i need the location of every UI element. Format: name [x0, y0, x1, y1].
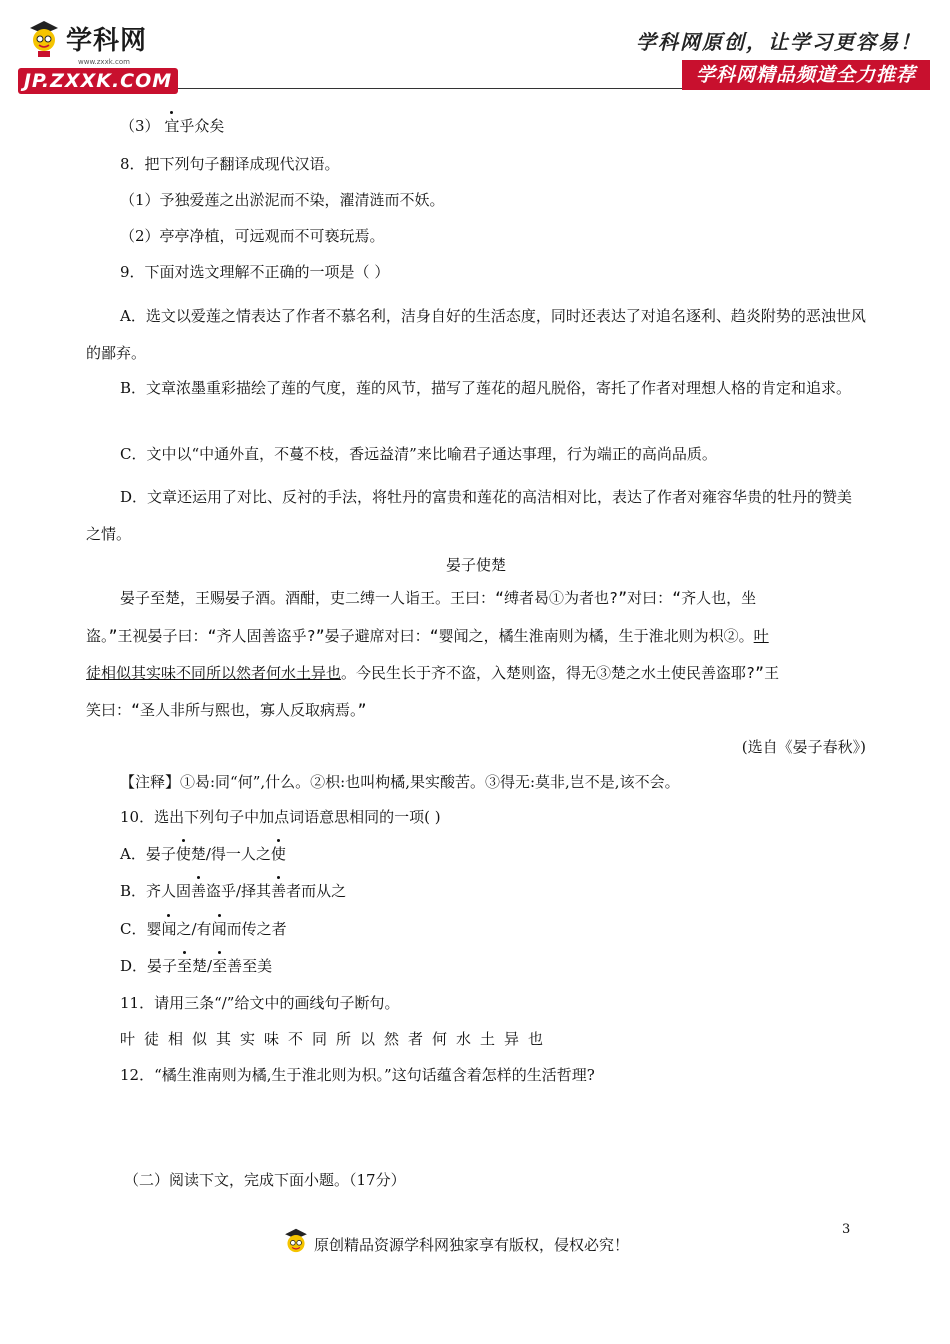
question-10-option-d: D．晏子至楚/至善至美 [120, 957, 273, 975]
section-2-heading: （二）阅读下文，完成下面小题。（17分） [124, 1171, 406, 1189]
dotted-char: 善 [271, 882, 287, 900]
mascot-icon [282, 1224, 310, 1260]
passage-line-4: 笑曰：“圣人非所与熙也，寡人反取病焉。” [86, 701, 367, 719]
passage-source: (选自《晏子春秋》) [741, 738, 866, 756]
question-7-3 [120, 116, 900, 136]
question-8: 8．把下列句子翻译成现代汉语。 [120, 155, 340, 173]
dotted-char: 至 [177, 957, 193, 975]
dotted-char: 使 [270, 845, 286, 863]
question-11-text: 叶徒相似其实味不同所以然者何水土异也 [120, 1030, 553, 1048]
question-10-option-c: C．婴闻之/有闻而传之者 [120, 920, 287, 938]
question-10-option-a: A．晏子使楚/得一人之使 [120, 845, 286, 863]
question-12: 12．“橘生淮南则为橘,生于淮北则为枳。”这句话蕴含着怎样的生活哲理? [120, 1066, 595, 1084]
passage-notes: 【注释】①曷:同“何”,什么。②枳:也叫枸橘,果实酸苦。③得无:莫非,岂不是,该不会。 [120, 773, 680, 791]
question-10-option-b: B．齐人固善盗乎/择其善者而从之 [120, 882, 347, 900]
passage-line-2 [86, 626, 866, 646]
passage-text: 。今民生长于齐不盗，入楚则盗，得无③楚之水土使民善盗耶?”王 [341, 664, 780, 682]
mascot-icon [26, 18, 62, 58]
header-banner[interactable]: 学科网精品频道全力推荐 [682, 60, 930, 90]
underlined-sentence-start: 叶 [753, 627, 769, 645]
question-9: 9．下面对选文理解不正确的一项是（ ） [120, 263, 390, 281]
zxxk-logo[interactable] [18, 14, 183, 96]
question-9-option-b: B．文章浓墨重彩描绘了莲的气度，莲的风节，描写了莲花的超凡脱俗，寄托了作者对理想人格的肯定和追求。 [120, 379, 852, 397]
passage-line-3 [86, 663, 866, 683]
logo-sub-url: www.zxxk.com [78, 58, 130, 66]
question-9-option-d: D．文章还运用了对比、反衬的手法，将牡丹的富贵和莲花的高洁相对比，表达了作者对雍容华贵的牡丹的赞美之情。 [86, 488, 853, 543]
dotted-char: 闻 [161, 920, 177, 938]
underlined-sentence: 徒相似其实味不同所以然者何水土异也 [86, 664, 342, 682]
copyright-notice: 原创精品资源学科网独家享有版权，侵权必究！ [314, 1236, 630, 1254]
dotted-char: 善 [191, 882, 207, 900]
dotted-char: 使 [175, 845, 191, 863]
logo-url-badge[interactable]: JP.ZXXK.COM [18, 68, 178, 94]
dotted-char: 闻 [211, 920, 227, 938]
item-text: 乎众矣 [179, 117, 225, 135]
passage-title: 晏子使楚 [445, 556, 506, 574]
question-8-2: （2）亭亭净植，可远观而不可亵玩焉。 [120, 227, 385, 245]
question-8-1: （1）予独爱莲之出淤泥而不染，濯清涟而不妖。 [120, 191, 445, 209]
header-slogan: 学科网原创，让学习更容易！ [636, 30, 922, 54]
logo-text: 学科网 [66, 25, 148, 56]
passage-text: 盗。”王视晏子曰：“齐人固善盗乎?”晏子避席对曰：“婴闻之，橘生淮南则为橘，生于淮北则为枳②。 [86, 627, 754, 645]
dotted-char: 至 [212, 957, 228, 975]
page-footer [0, 1216, 950, 1266]
page-number: 3 [842, 1222, 851, 1237]
item-number: （3） [120, 117, 160, 135]
passage-line-1: 晏子至楚，王赐晏子酒。酒酣，吏二缚一人诣王。王曰：“缚者曷①为者也?”对曰：“齐人也，坐 [120, 589, 757, 607]
question-11: 11．请用三条“/”给文中的画线句子断句。 [120, 994, 400, 1012]
question-9-option-c: C．文中以“中通外直，不蔓不枝，香远益清”来比喻君子通达事理，行为端正的高尚品质。 [120, 445, 717, 463]
page-header [0, 0, 950, 100]
question-10: 10．选出下列句子中加点词语意思相同的一项( ) [120, 808, 441, 826]
dotted-char: 宜 [164, 117, 180, 135]
question-9-option-a: A．选文以爱莲之情表达了作者不慕名利，洁身自好的生活态度，同时还表达了对追名逐利、趋炎附势的恶浊世风的鄙弃。 [86, 307, 866, 362]
